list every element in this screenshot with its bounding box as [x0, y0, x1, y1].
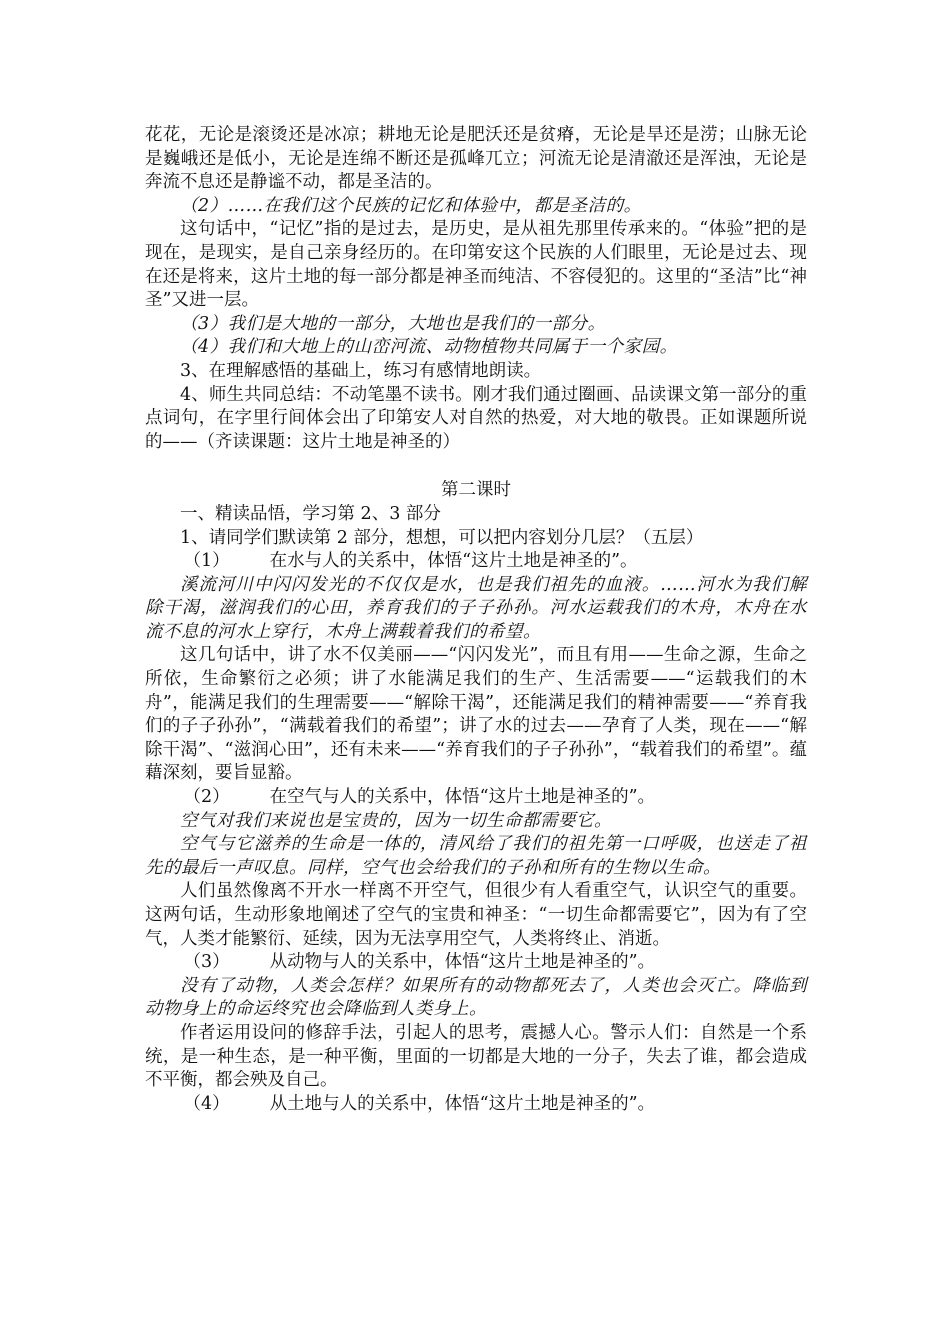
- paragraph-text: 这几句话中，讲了水不仅美丽——“闪闪发光”，而且有用——生命之源，生命之所依，生命繁衍之必须；讲了水能满足我们的生产、生活需要——“运载我们的木舟”，能满足我们的生理需要——“解除干渴”，还能满足我们的精神需要——“养育我们的子子孙孙”，“满载着我们的希望”；讲了水的过去——孕育了人类，现在——“解除干渴”、“滋润心田”，还有未来——“养育我们的子子孙孙”，“载着我们的希望”。蕴藉深刻，要旨显豁。: [145, 645, 807, 784]
- document-page: [145, 124, 807, 1116]
- paragraph-text: 没有了动物，人类会怎样？如果所有的动物都死去了，人类也会灭亡。降临到动物身上的命运终究也会降临到人类身上。: [145, 975, 807, 1020]
- lesson-two-section: [145, 503, 807, 1116]
- paragraph-text: 3、在理解感悟的基础上，练习有感情地朗读。: [180, 360, 542, 381]
- paragraph: [145, 313, 807, 337]
- paragraph: [145, 527, 807, 551]
- paragraph: [145, 951, 807, 975]
- item-number: （3）: [183, 952, 230, 973]
- paragraph: [145, 124, 807, 195]
- paragraph: [145, 503, 807, 527]
- lesson-one-section: [145, 124, 807, 454]
- paragraph-text: 一、精读品悟，学习第 2、3 部分: [180, 503, 441, 524]
- paragraph-text: 花花，无论是滚烫还是冰凉；耕地无论是肥沃还是贫瘠，无论是旱还是涝；山脉无论是巍峨还是低小，无论是连绵不断还是孤峰兀立；河流无论是清澈还是浑浊，无论是奔流不息还是静谧不动，都是圣洁的。: [145, 125, 807, 193]
- item-number: （1）: [183, 551, 230, 572]
- paragraph: [145, 360, 807, 384]
- paragraph-text: 从动物与人的关系中，体悟“这片土地是神圣的”。: [269, 952, 656, 973]
- paragraph-text: 4、师生共同总结：不动笔墨不读书。刚才我们通过圈画、品读课文第一部分的重点词句，在字里行间体会出了印第安人对自然的热爱，对大地的敬畏。正如课题所说的——（齐读课题：这片土地是神圣的）: [145, 384, 807, 452]
- paragraph: [145, 880, 807, 951]
- paragraph: [145, 195, 807, 219]
- paragraph: [145, 218, 807, 312]
- section-title: 第二课时: [441, 480, 511, 501]
- paragraph-text: 空气与它滋养的生命是一体的，清风给了我们的祖先第一口呼吸，也送走了祖先的最后一声叹息。同样，空气也会给我们的子孙和所有的生物以生命。: [145, 834, 807, 878]
- paragraph-text: 从土地与人的关系中，体悟“这片土地是神圣的”。: [269, 1093, 656, 1114]
- paragraph-text: （3）我们是大地的一部分，大地也是我们的一部分。: [180, 313, 606, 334]
- paragraph: [145, 644, 807, 786]
- paragraph: [145, 1093, 807, 1117]
- paragraph-text: （2）……在我们这个民族的记忆和体验中，都是圣洁的。: [180, 195, 642, 216]
- item-number: （4）: [183, 1093, 230, 1114]
- paragraph-text: 空气对我们来说也是宝贵的，因为一切生命都需要它。: [180, 810, 612, 831]
- paragraph: [145, 550, 807, 574]
- paragraph-text: 在空气与人的关系中，体悟“这片土地是神圣的”。: [269, 787, 656, 808]
- paragraph-text: 作者运用设问的修辞手法，引起人的思考，震撼人心。警示人们：自然是一个系统，是一种生态，是一种平衡，里面的一切都是大地的一分子，失去了谁，都会造成不平衡，都会殃及自己。: [145, 1022, 807, 1091]
- paragraph-text: 1、请同学们默读第 2 部分，想想，可以把内容划分几层？（五层）: [180, 527, 704, 548]
- paragraph: [145, 384, 807, 455]
- item-number: （2）: [183, 787, 230, 808]
- paragraph-text: （4）我们和大地上的山峦河流、动物植物共同属于一个家园。: [180, 337, 678, 358]
- paragraph: [145, 336, 807, 360]
- paragraph: [145, 574, 807, 645]
- paragraph-text: 在水与人的关系中，体悟“这片土地是神圣的”。: [269, 551, 638, 572]
- paragraph-text: 溪流河川中闪闪发光的不仅仅是水，也是我们祖先的血液。……河水为我们解除干渴，滋润我们的心田，养育我们的子子孙孙。河水运载我们的木舟，木舟在水流不息的河水上穿行，木舟上满载着我们的希望。: [145, 574, 807, 642]
- paragraph-text: 人们虽然像离不开水一样离不开空气，但很少有人看重空气，认识空气的重要。这两句话，生动形象地阐述了空气的宝贵和神圣：“一切生命都需要它”，因为有了空气，人类才能繁衍、延续，因为无法享用空气，人类将终止、消逝。: [145, 881, 807, 949]
- paragraph-text: 这句话中，“记忆”指的是过去，是历史，是从祖先那里传承来的。“体验”把的是现在，是现实，是自己亲身经历的。在印第安这个民族的人们眼里，无论是过去、现在还是将来，这片土地的每一部分都是神圣而纯洁、不容侵犯的。这里的“圣洁”比“神圣”又进一层。: [145, 219, 807, 311]
- paragraph: [145, 1022, 807, 1093]
- paragraph: [145, 810, 807, 834]
- paragraph: [145, 975, 807, 1022]
- paragraph: [145, 833, 807, 880]
- paragraph: [145, 786, 807, 810]
